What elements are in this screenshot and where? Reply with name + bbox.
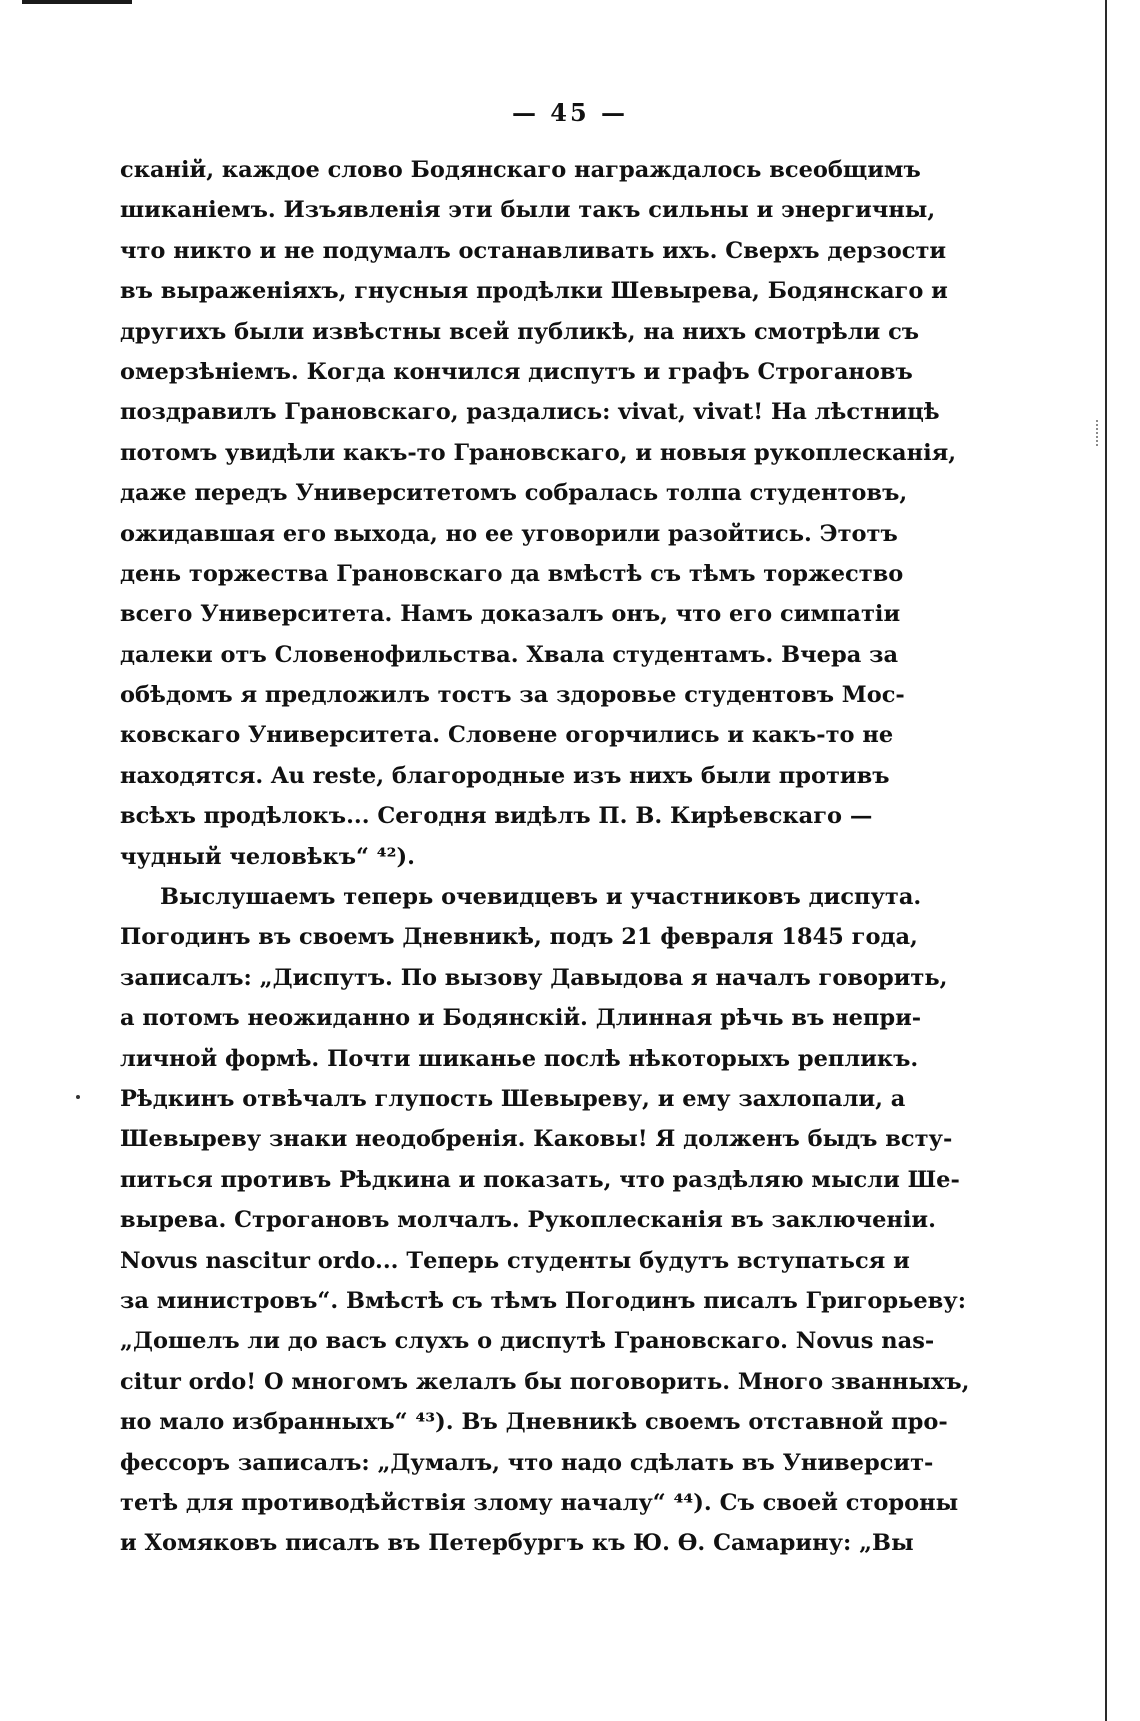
text-line: Погодинъ въ своемъ Дневникѣ, подъ 21 февраля 1845 года, <box>120 924 918 951</box>
body-text <box>120 150 970 1564</box>
paragraph-2 <box>120 877 970 1564</box>
text-line: поздравилъ Грановскаго, раздались: vivat, vivat! На лѣстницѣ <box>120 399 940 426</box>
text-line: обѣдомъ я предложилъ тостъ за здоровье студентовъ Мос- <box>120 682 905 709</box>
stray-ink-mark <box>76 1095 80 1099</box>
text-line: всѣхъ продѣлокъ... Сегодня видѣлъ П. В. Кирѣевскаго — <box>120 803 873 830</box>
text-line: что никто и не подумалъ останавливать ихъ. Сверхъ дерзости <box>120 237 947 264</box>
text-line: Шевыреву знаки неодобренія. Каковы! Я долженъ быдъ всту- <box>120 1126 953 1153</box>
text-line: день торжества Грановскаго да вмѣстѣ съ тѣмъ торжество <box>120 560 904 587</box>
text-line: „Дошелъ ли до васъ слухъ о диспутѣ Грановскаго. Novus nas- <box>120 1328 935 1355</box>
text-line: сканій, каждое слово Бодянскаго награждалось всеобщимъ <box>120 157 921 183</box>
right-edge-rule <box>1105 0 1107 1721</box>
text-line: Novus nascitur ordo... Теперь студенты будутъ вступаться и <box>120 1247 910 1274</box>
text-line: въ выраженіяхъ, гнусныя продѣлки Шевырева, Бодянскаго и <box>120 278 948 305</box>
text-line: записалъ: „Диспутъ. По вызову Давыдова я началъ говорить, <box>120 964 948 991</box>
text-line: Рѣдкинъ отвѣчалъ глупость Шевыреву, и ему захлопали, а <box>120 1085 906 1112</box>
text-line: даже передъ Университетомъ собралась толпа студентовъ, <box>120 480 908 507</box>
text-line: Выслушаемъ теперь очевидцевъ и участниковъ диспута. <box>160 884 922 911</box>
text-line: чудный человѣкъ“ ⁴²). <box>120 843 415 870</box>
text-line: ожидавшая его выхода, но ее уговорили разойтись. Этотъ <box>120 520 898 547</box>
page-number: — 45 — <box>511 98 629 127</box>
text-line: за министровъ“. Вмѣстѣ съ тѣмъ Погодинъ писалъ Григорьеву: <box>120 1287 967 1314</box>
text-line: а потомъ неожиданно и Бодянскій. Длинная рѣчь въ непри- <box>120 1005 922 1032</box>
top-edge-rule <box>22 0 132 4</box>
text-line: другихъ были извѣстны всей публикѣ, на нихъ смотрѣли съ <box>120 318 920 345</box>
text-line: всего Университета. Намъ доказалъ онъ, что его симпатіи <box>120 601 901 628</box>
text-line: ковскаго Университета. Словене огорчились и какъ-то не <box>120 722 894 749</box>
paragraph-1 <box>120 150 957 877</box>
text-line: личной формѣ. Почти шиканье послѣ нѣкоторыхъ репликъ. <box>120 1045 919 1072</box>
text-line: и Хомяковъ писалъ въ Петербургъ къ Ю. Ѳ. Самарину: „Вы <box>120 1530 914 1557</box>
edge-dots <box>1096 420 1100 446</box>
text-line: питься противъ Рѣдкина и показать, что раздѣляю мысли Ше- <box>120 1166 960 1193</box>
text-line: находятся. Au reste, благородные изъ нихъ были противъ <box>120 762 890 789</box>
text-line: далеки отъ Словенофильства. Хвала студентамъ. Вчера за <box>120 641 899 668</box>
text-line: но мало избранныхъ“ ⁴³). Въ Дневникѣ своемъ отставной про- <box>120 1409 948 1436</box>
text-line: шиканіемъ. Изъявленія эти были такъ сильны и энергичны, <box>120 197 936 224</box>
text-line: фессоръ записалъ: „Думалъ, что надо сдѣлать въ Университ- <box>120 1449 934 1476</box>
text-line: тетѣ для противодѣйствія злому началу“ ⁴⁴). Съ своей стороны <box>120 1489 959 1516</box>
text-line: citur ordo! О многомъ желалъ бы поговорить. Много званныхъ, <box>120 1368 970 1395</box>
text-line: потомъ увидѣли какъ-то Грановскаго, и новыя рукоплесканія, <box>120 439 957 466</box>
text-line: вырева. Строгановъ молчалъ. Рукоплесканія въ заключеніи. <box>120 1207 936 1234</box>
text-line: омерзѣніемъ. Когда кончился диспутъ и графъ Строгановъ <box>120 358 913 385</box>
